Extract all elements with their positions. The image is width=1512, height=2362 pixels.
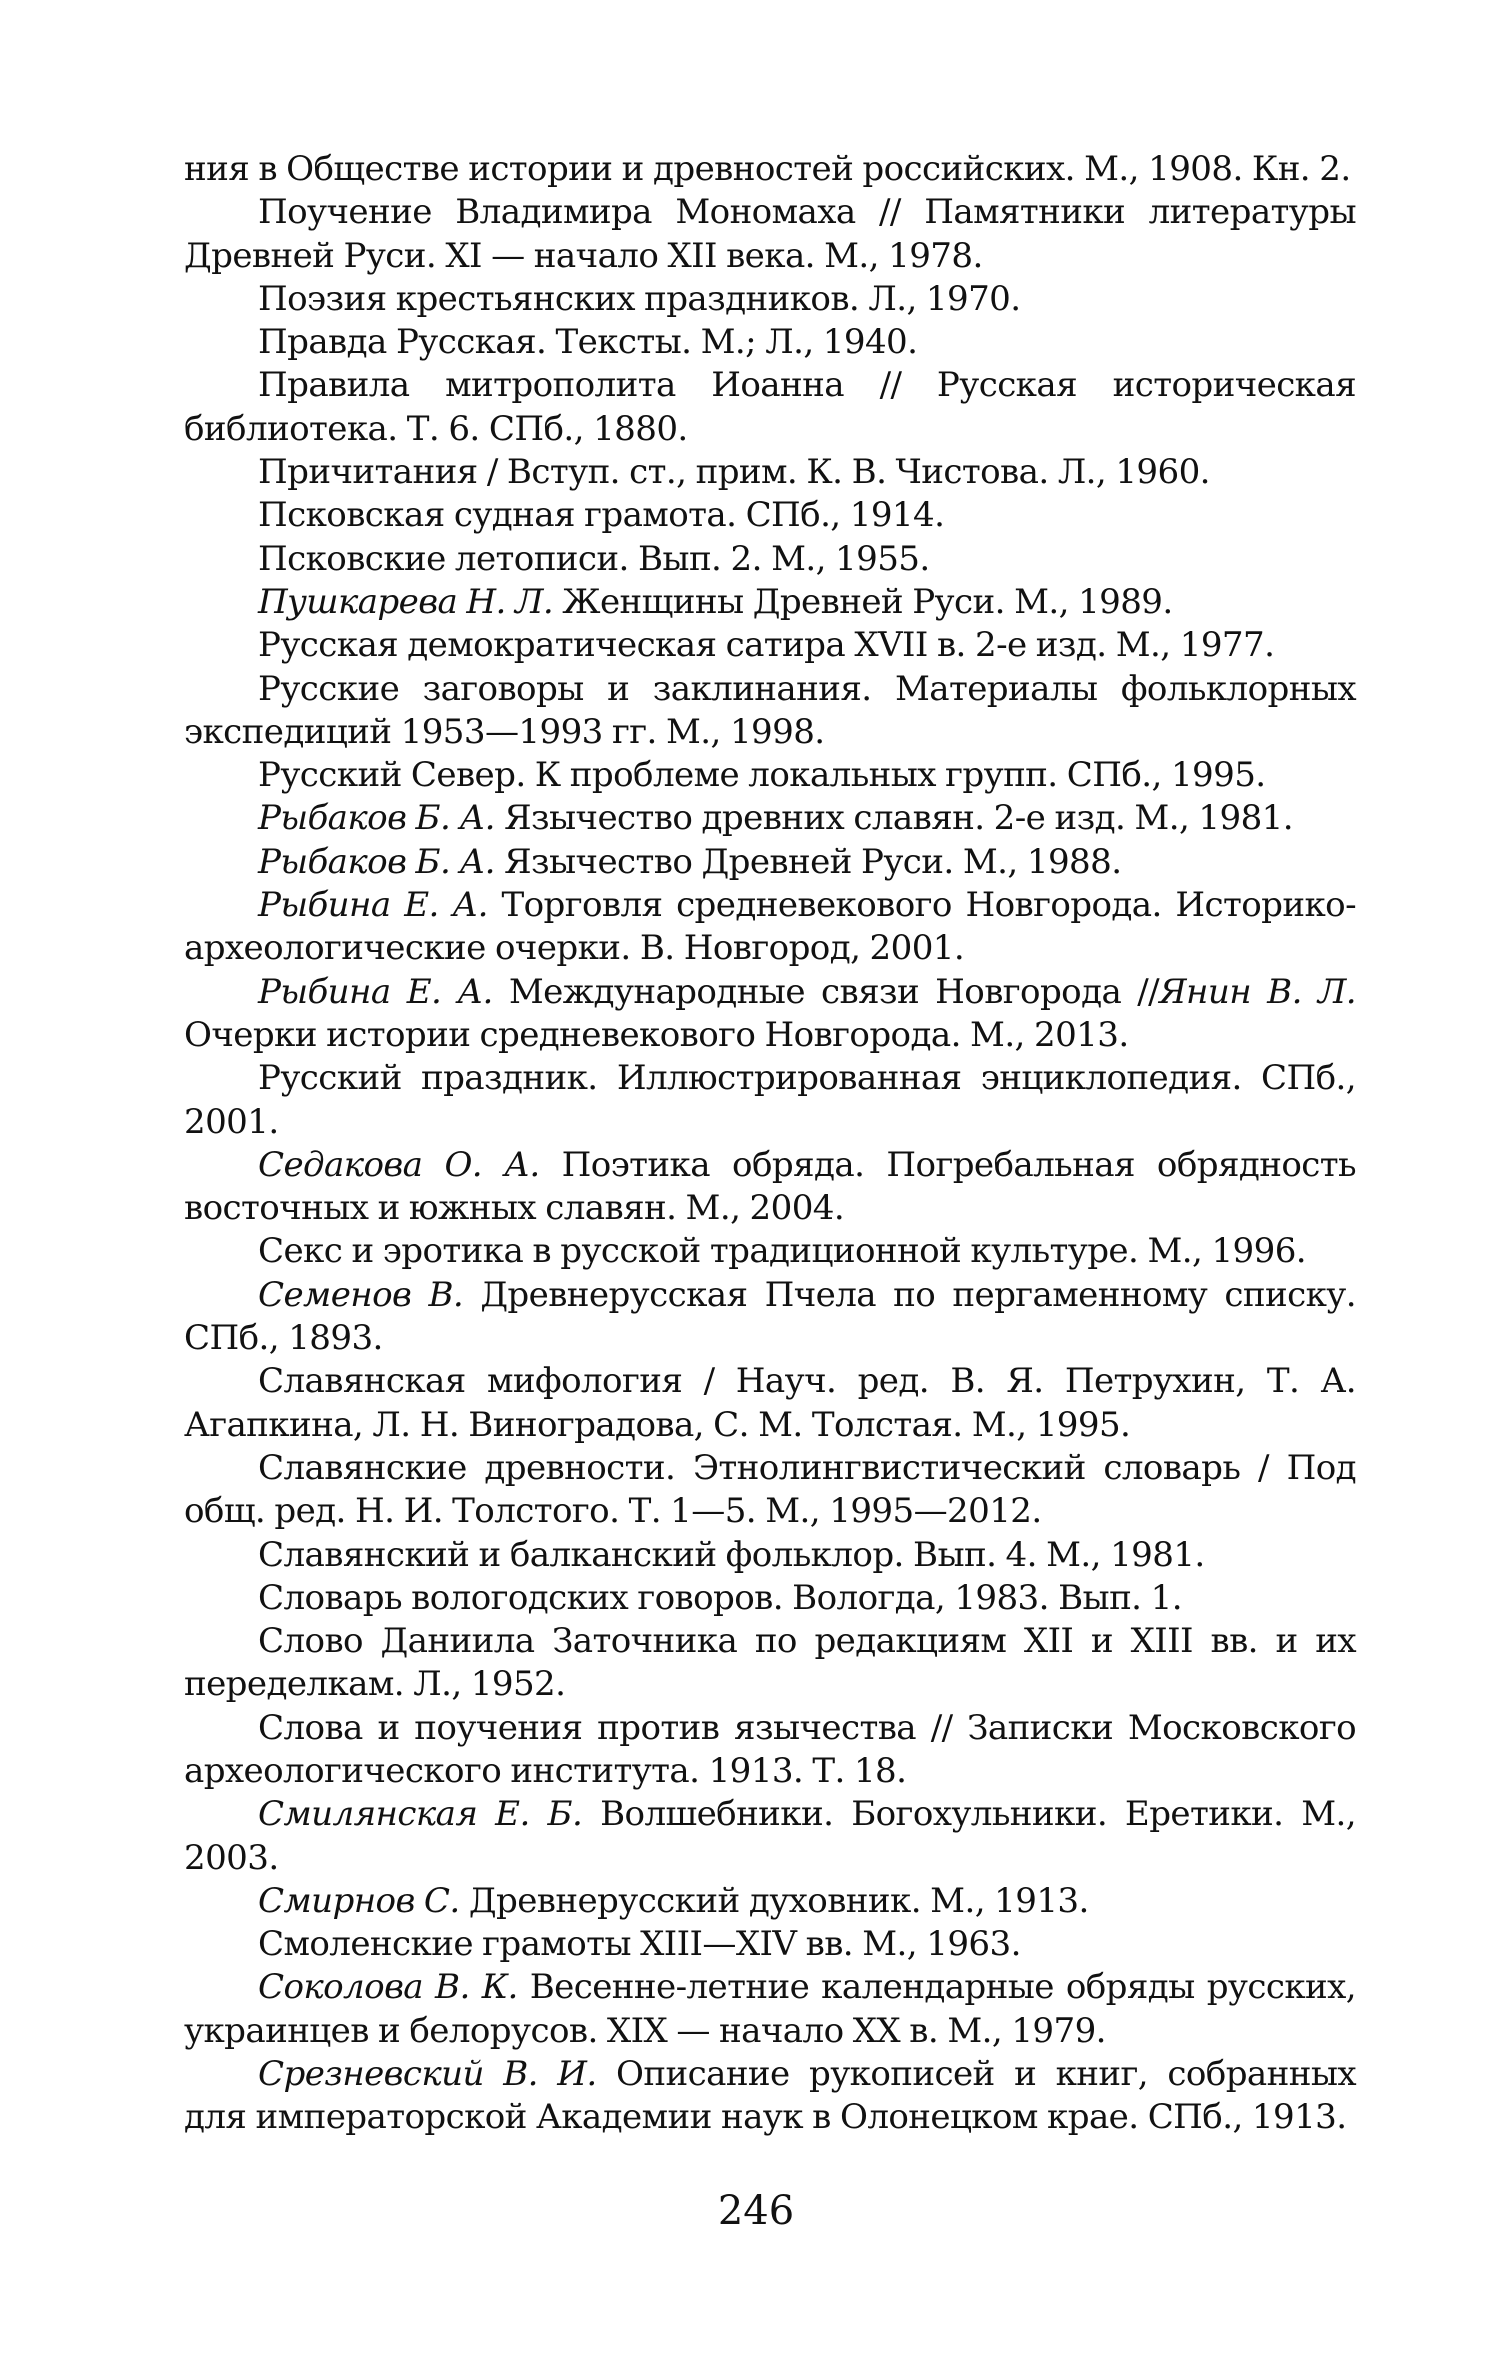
entry-text: Славянская мифология / Науч. ред. В. Я. Петрухин, Т. А. Агапкина, Л. Н. Виноградова, С. М. Толстая. М., 1995. (184, 1361, 1356, 1445)
entry-text: Русский Север. К проблеме локальных групп. СПб., 1995. (258, 755, 1266, 796)
entry-author: Срезневский В. И. (258, 2054, 597, 2095)
entry-text: Поэтика обряда. Погребальная обрядность восточных и южных славян. М., 2004. (184, 1144, 1356, 1229)
entry-text: Язычество Древней Руси. М., 1988. (504, 841, 1122, 882)
entry-text: Секс и эротика в русской традиционной культуре. М., 1996. (258, 1231, 1307, 1272)
bibliography-entry (184, 321, 1356, 364)
bibliography-entry (184, 624, 1356, 667)
entry-text: Псковская судная грамота. СПб., 1914. (258, 495, 945, 536)
bibliography-entry (184, 1577, 1356, 1620)
entry-text: Смоленские грамоты XIII—XIV вв. М., 1963. (258, 1924, 1021, 1965)
entry-text: Псковские летописи. Вып. 2. М., 1955. (258, 538, 930, 579)
bibliography-entry (184, 581, 1356, 624)
entry-text: Русский праздник. Иллюстрированная энциклопедия. СПб., 2001. (184, 1058, 1356, 1142)
bibliography-entry (184, 1620, 1356, 1707)
bibliography-entry (184, 884, 1356, 971)
entry-text: Весенне-летние календарные обряды русских, украинцев и белорусов. XIX — начало XX в. М., 1979. (184, 1967, 1357, 2051)
entry-text: Причитания / Вступ. ст., прим. К. В. Чистова. Л., 1960. (258, 452, 1210, 493)
bibliography-entry (184, 538, 1356, 581)
bibliography-entry (184, 1230, 1356, 1273)
bibliography-entry (184, 971, 1356, 1058)
entry-text: Волшебники. Богохульники. Еретики. М., 2003. (184, 1794, 1357, 1878)
bibliography-entry (184, 754, 1356, 797)
bibliography-entry (184, 1923, 1356, 1966)
bibliography-entry (184, 1707, 1356, 1794)
entry-text: Женщины Древней Руси. М., 1989. (562, 581, 1173, 622)
entry-text: Торговля средневекового Новгорода. Историко-археологические очерки. В. Новгород, 2001. (184, 885, 1357, 969)
entry-text: Русские заговоры и заклинания. Материалы фольклорных экспедиций 1953—1993 гг. М., 1998. (184, 668, 1356, 752)
entry-text: Слово Даниила Заточника по редакциям XII и XIII вв. и их переделкам. Л., 1952. (184, 1621, 1356, 1705)
entry-text: Словарь вологодских говоров. Вологда, 1983. Вып. 1. (258, 1577, 1182, 1618)
bibliography-entry (184, 1144, 1356, 1231)
entry-author: Смилянская Е. Б. (258, 1794, 583, 1835)
entry-author: Рыбаков Б. А. (258, 841, 495, 882)
page-number: 246 (717, 2188, 795, 2234)
entry-text: Очерки истории средневекового Новгорода. М., 2013. (184, 1014, 1129, 1055)
entry-author: Рыбаков Б. А. (258, 798, 495, 839)
bibliography-entry (184, 364, 1356, 451)
entry-author: Седакова О. А. (258, 1144, 540, 1185)
entry-author: Пушкарева Н. Л. (258, 581, 554, 622)
entry-text: Поэзия крестьянских праздников. Л., 1970. (258, 278, 1021, 319)
entry-text: Древнерусский духовник. М., 1913. (468, 1880, 1089, 1921)
bibliography-entry (184, 1057, 1356, 1144)
entry-text: Правила митрополита Иоанна // Русская историческая библиотека. Т. 6. СПб., 1880. (184, 365, 1356, 449)
entry-text: ния в Обществе истории и древностей российских. М., 1908. Кн. 2. (184, 149, 1351, 189)
entry-text: Язычество древних славян. 2-е изд. М., 1981. (504, 798, 1293, 839)
entry-text: Древнерусская Пчела по пергаменному списку. СПб., 1893. (184, 1274, 1356, 1359)
entry-author: Семенов В. (258, 1274, 464, 1315)
bibliography-entry (184, 668, 1356, 755)
entry-text: Правда Русская. Тексты. М.; Л., 1940. (258, 322, 918, 363)
bibliography-entry (184, 191, 1356, 278)
entry-text: Описание рукописей и книг, собранных для императорской Академии наук в Олонецком крае. СПб., 1913. (184, 2054, 1356, 2138)
entry-author: Рыбина Е. А. (258, 971, 493, 1012)
bibliography-entry (184, 841, 1356, 884)
bibliography-entry (184, 1360, 1356, 1447)
bibliography-entry (184, 1966, 1356, 2053)
bibliography-entry (184, 1880, 1356, 1923)
bibliography-entry (184, 797, 1356, 840)
bibliography-entry (184, 451, 1356, 494)
bibliography-entry (184, 2053, 1356, 2140)
entry-author: Смирнов С. (258, 1880, 460, 1921)
entry-author: Соколова В. К. (258, 1967, 518, 2008)
entry-text: Слова и поучения против язычества // Записки Московского археологического института. 1913. Т. 18. (184, 1707, 1356, 1791)
entry-author: Рыбина Е. А. (258, 885, 488, 926)
entry-text: Поучение Владимира Мономаха // Памятники литературы Древней Руси. XI — начало XII века. М., 1978. (184, 192, 1356, 276)
entry-text: Славянский и балканский фольклор. Вып. 4. М., 1981. (258, 1534, 1205, 1575)
bibliography-entry (184, 1447, 1356, 1534)
bibliography-entry (184, 1793, 1356, 1880)
entry-text: Русская демократическая сатира XVII в. 2-е изд. М., 1977. (258, 625, 1275, 666)
bibliography-entry (184, 278, 1356, 321)
bibliography-list (184, 148, 1356, 2140)
entry-author: Янин В. Л. (1159, 971, 1357, 1012)
bibliography-entry (184, 1274, 1356, 1361)
bibliography-entry (184, 148, 1356, 191)
entry-text: Международные связи Новгорода // (508, 971, 1160, 1012)
bibliography-entry (184, 494, 1356, 537)
bibliography-entry (184, 1534, 1356, 1577)
entry-text: Славянские древности. Этнолингвистический словарь / Под общ. ред. Н. И. Толстого. Т. 1—5. М., 1995—2012. (184, 1447, 1356, 1532)
